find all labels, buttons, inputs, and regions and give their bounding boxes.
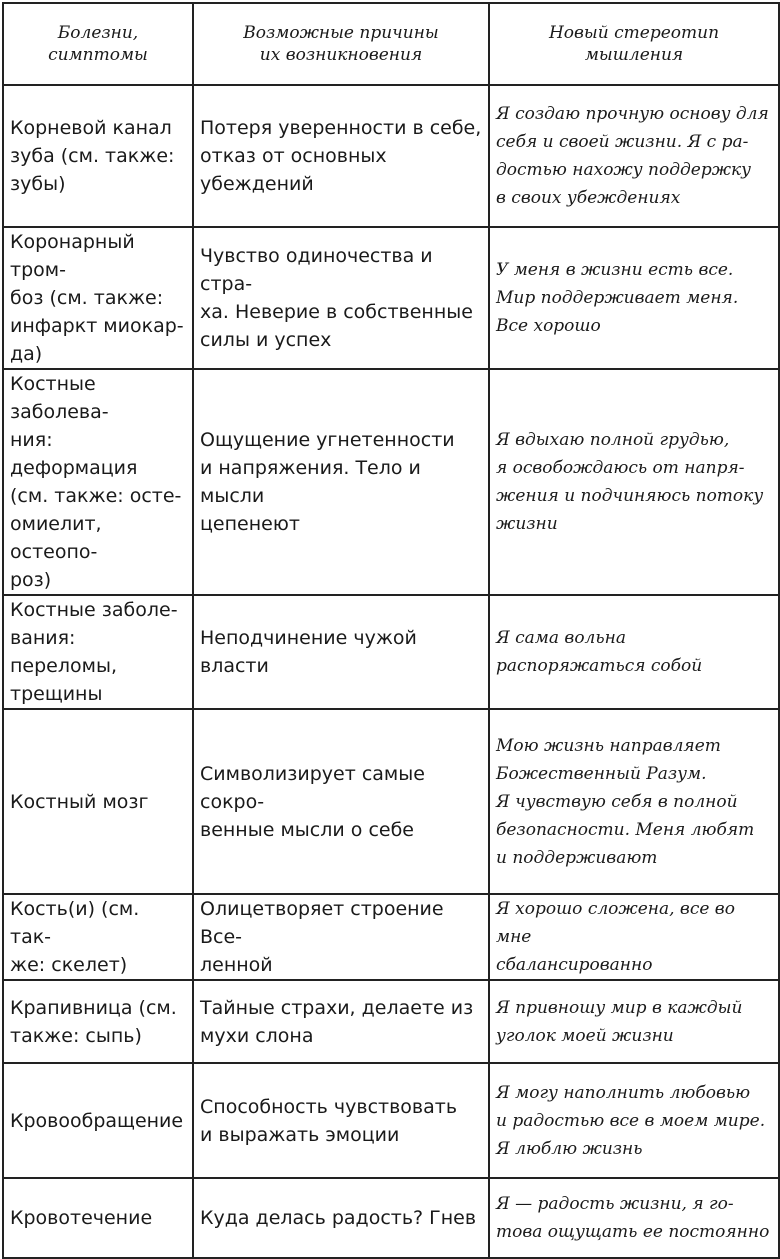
cause-cell: Тайные страхи, делаете из мухи слона: [193, 980, 489, 1063]
disease-cell: Костные заболе- вания: переломы, трещины: [3, 595, 193, 709]
pattern-cell: Я привношу мир в каждый уголок моей жизни: [489, 980, 779, 1063]
pattern-cell: Мою жизнь направляет Божественный Разум. Я чувствую себя в полной безопасности. Меня любят и поддерживают: [489, 709, 779, 894]
pattern-cell: Я вдыхаю полной грудью, я освобождаюсь от напря- жения и подчиняюсь потоку жизни: [489, 369, 779, 595]
pattern-cell: Я создаю прочную основу для себя и своей жизни. Я с ра- достью нахожу поддержку в своих убеждениях: [489, 85, 779, 227]
pattern-cell: Я хорошо сложена, все во мне сбалансированно: [489, 894, 779, 980]
pattern-cell: Я — радость жизни, я го- това ощущать ее постоянно: [489, 1178, 779, 1258]
table-row: [3, 709, 779, 894]
table-row: [3, 85, 779, 227]
affirmation-table: [2, 2, 780, 1259]
cause-cell: Чувство одиночества и стра- ха. Неверие в собственные силы и успех: [193, 227, 489, 369]
cause-cell: Олицетворяет строение Все- ленной: [193, 894, 489, 980]
disease-cell: Кровотечение: [3, 1178, 193, 1258]
table-header-row: [3, 3, 779, 85]
header-cause: Возможные причины их возникновения: [193, 3, 489, 85]
table-row: [3, 894, 779, 980]
header-pattern: Новый стереотип мышления: [489, 3, 779, 85]
disease-cell: Кровообращение: [3, 1063, 193, 1178]
table-row: [3, 1063, 779, 1178]
disease-cell: Корневой канал зуба (см. также: зубы): [3, 85, 193, 227]
table-row: [3, 595, 779, 709]
table-row: [3, 227, 779, 369]
table-row: [3, 369, 779, 595]
cause-cell: Ощущение угнетенности и напряжения. Тело и мысли цепенеют: [193, 369, 489, 595]
pattern-cell: У меня в жизни есть все. Мир поддерживает меня. Все хорошо: [489, 227, 779, 369]
cause-cell: Куда делась радость? Гнев: [193, 1178, 489, 1258]
table-row: [3, 1178, 779, 1258]
cause-cell: Потеря уверенности в себе, отказ от основных убеждений: [193, 85, 489, 227]
header-disease: Болезни, симптомы: [3, 3, 193, 85]
cause-cell: Способность чувствовать и выражать эмоции: [193, 1063, 489, 1178]
disease-cell: Крапивница (см. также: сыпь): [3, 980, 193, 1063]
disease-cell: Костные заболева- ния: деформация (см. также: осте- омиелит, остеопо- роз): [3, 369, 193, 595]
disease-cell: Кость(и) (см. так- же: скелет): [3, 894, 193, 980]
cause-cell: Символизирует самые сокро- венные мысли о себе: [193, 709, 489, 894]
disease-cell: Коронарный тром- боз (см. также: инфаркт миокар- да): [3, 227, 193, 369]
disease-cell: Костный мозг: [3, 709, 193, 894]
cause-cell: Неподчинение чужой власти: [193, 595, 489, 709]
pattern-cell: Я могу наполнить любовью и радостью все в моем мире. Я люблю жизнь: [489, 1063, 779, 1178]
pattern-cell: Я сама вольна распоряжаться собой: [489, 595, 779, 709]
table-row: [3, 980, 779, 1063]
